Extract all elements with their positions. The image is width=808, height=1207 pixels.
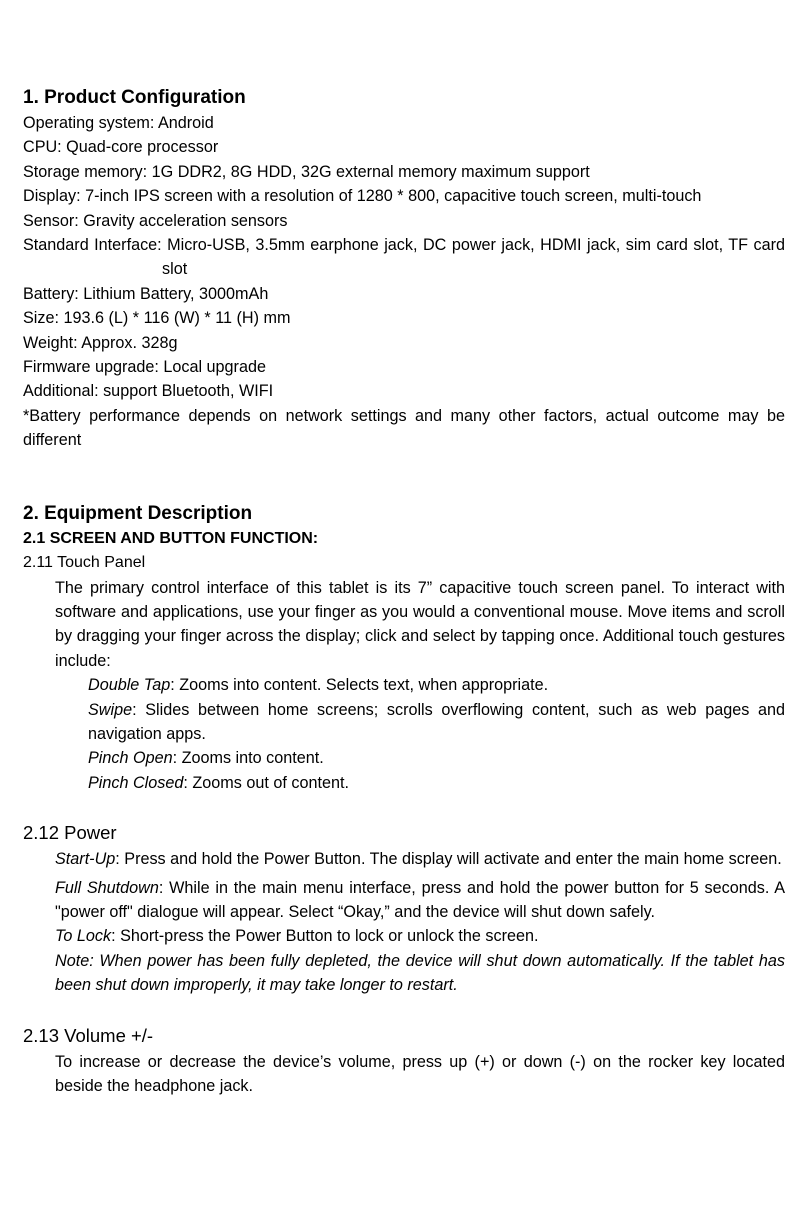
volume-text: To increase or decrease the device’s volume, press up (+) or down (-) on the rocker key located beside the headphone jack.	[55, 1052, 785, 1095]
spec-interface: Standard Interface: Micro-USB, 3.5mm earphone jack, DC power jack, HDMI jack, sim card slot, TF card slot	[23, 236, 785, 279]
section-1-title: 1. Product Configuration	[23, 87, 246, 108]
gesture-term: Swipe	[88, 700, 133, 719]
document-page	[23, 85, 785, 1098]
spec-battery: Battery: Lithium Battery, 3000mAh	[23, 284, 269, 303]
gesture-swipe	[23, 698, 785, 747]
spec-weight: Weight: Approx. 328g	[23, 333, 178, 352]
spec-size: Size: 193.6 (L) * 116 (W) * 11 (H) mm	[23, 309, 291, 328]
gesture-term: Pinch Closed	[88, 773, 184, 792]
spec-storage: Storage memory: 1G DDR2, 8G HDD, 32G external memory maximum support	[23, 162, 590, 181]
power-to-lock	[23, 924, 785, 948]
gesture-pinch-open	[23, 746, 785, 770]
gesture-desc: : Zooms into content. Selects text, when appropriate.	[170, 676, 549, 695]
spec-sensor: Sensor: Gravity acceleration sensors	[23, 211, 288, 230]
power-start-up	[23, 847, 785, 871]
spec-operating-system: Operating system: Android	[23, 114, 214, 132]
spec-firmware: Firmware upgrade: Local upgrade	[23, 358, 266, 377]
power-note: Note: When power has been fully depleted, the device will shut down automatically. If the tablet has been shut down improperly, it may take longer to restart.	[55, 951, 785, 995]
gesture-term: Pinch Open	[88, 749, 173, 768]
power-heading: 2.12 Power	[23, 822, 117, 844]
touch-panel-intro: The primary control interface of this tablet is its 7” capacitive touch screen panel. To interact with software and applications, use your finger as you would a conventional mouse. Move items and scroll by dragging your finger across the display; click and select by tapping once. Additional touch gestures include:	[55, 578, 785, 670]
subsection-2-1-title: 2.1 SCREEN AND BUTTON FUNCTION:	[23, 529, 319, 547]
gesture-double-tap	[23, 673, 785, 697]
power-full-shutdown	[23, 876, 785, 925]
spec-cpu: CPU: Quad-core processor	[23, 138, 219, 157]
power-desc: : Press and hold the Power Button. The display will activate and enter the main home screen.	[115, 850, 782, 869]
battery-note: *Battery performance depends on network settings and many other factors, actual outcome may be different	[23, 406, 785, 450]
power-term: Full Shutdown	[55, 878, 159, 897]
power-desc: : Short-press the Power Button to lock or unlock the screen.	[111, 927, 539, 946]
power-term: To Lock	[55, 927, 112, 946]
gesture-pinch-closed	[23, 771, 785, 795]
section-2-title: 2. Equipment Description	[23, 502, 253, 524]
gesture-desc: : Zooms out of content.	[183, 773, 349, 792]
spec-display: Display: 7-inch IPS screen with a resolution of 1280 * 800, capacitive touch screen, multi-touch	[23, 187, 702, 206]
power-term: Start-Up	[55, 850, 116, 869]
spec-additional: Additional: support Bluetooth, WIFI	[23, 382, 274, 401]
gesture-desc: : Slides between home screens; scrolls overflowing content, such as web pages and navigation apps.	[88, 700, 785, 743]
touch-panel-heading: 2.11 Touch Panel	[23, 554, 146, 572]
power-desc: : While in the main menu interface, press and hold the power button for 5 seconds. A "power off" dialogue will appear. Select “Okay,” and the device will shut down safely.	[55, 878, 785, 921]
gesture-desc: : Zooms into content.	[172, 749, 324, 768]
gesture-term: Double Tap	[88, 676, 171, 695]
volume-heading: 2.13 Volume +/-	[23, 1024, 154, 1046]
